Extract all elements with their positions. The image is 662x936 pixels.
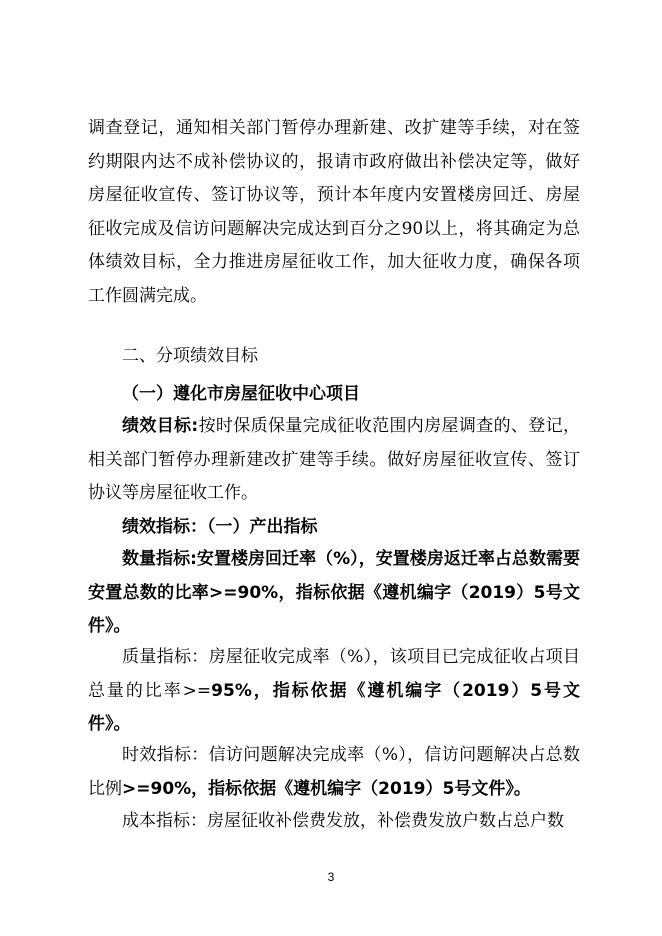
project-heading: （一）遵化市房屋征收中心项目 bbox=[122, 384, 360, 404]
quantity-indicator: 数量指标:安置楼房回迁率（%），安置楼房返迁率占总数需要安置总数的比率>=90%，指标依据《遵机编字（2019）5号文件》。 bbox=[88, 549, 580, 636]
indicator-heading: 绩效指标：（一）产出指标 bbox=[122, 517, 318, 537]
goal-paragraph bbox=[88, 410, 580, 511]
goal-text: 按时保质保量完成征收范围内房屋调查的、登记，相关部门暂停办理新建改扩建等手续。做好房屋征收宣传、签订协议等房屋征收工作。 bbox=[88, 416, 580, 503]
timeliness-bold-text: >=90%，指标依据《遵机编字（2019）5号文件》。 bbox=[122, 778, 531, 799]
quality-bold-text: 95%，指标依据《遵机编字（2019）5号文件》。 bbox=[88, 680, 580, 734]
cost-indicator: 成本指标：房屋征收补偿费发放，补偿费发放户数占总户数 bbox=[122, 811, 564, 831]
timeliness-text: 时效指标：信访问题解决完成率（%），信访问题解决占总数比例 bbox=[88, 745, 580, 799]
intro-paragraph: 调查登记，通知相关部门暂停办理新建、改扩建等手续，对在签约期限内达不成补偿协议的，报请市政府做出补偿决定等，做好房屋征收宣传、签订协议等，预计本年度内安置楼房回迁、房屋征收完成及信访问题解决完成达到百分之90以上，将其确定为总体绩效目标，全力推进房屋征收工作，加大征收力度，确保各项工作圆满完成。 bbox=[88, 118, 580, 306]
quality-indicator bbox=[88, 641, 580, 742]
page-number: 3 bbox=[327, 870, 335, 884]
section-heading: 二、分项绩效目标 bbox=[122, 346, 258, 366]
quality-text: 质量指标：房屋征收完成率（%），该项目已完成征收占项目总量的比率>= bbox=[88, 647, 580, 701]
timeliness-indicator bbox=[88, 739, 580, 806]
goal-label: 绩效目标: bbox=[122, 416, 199, 436]
